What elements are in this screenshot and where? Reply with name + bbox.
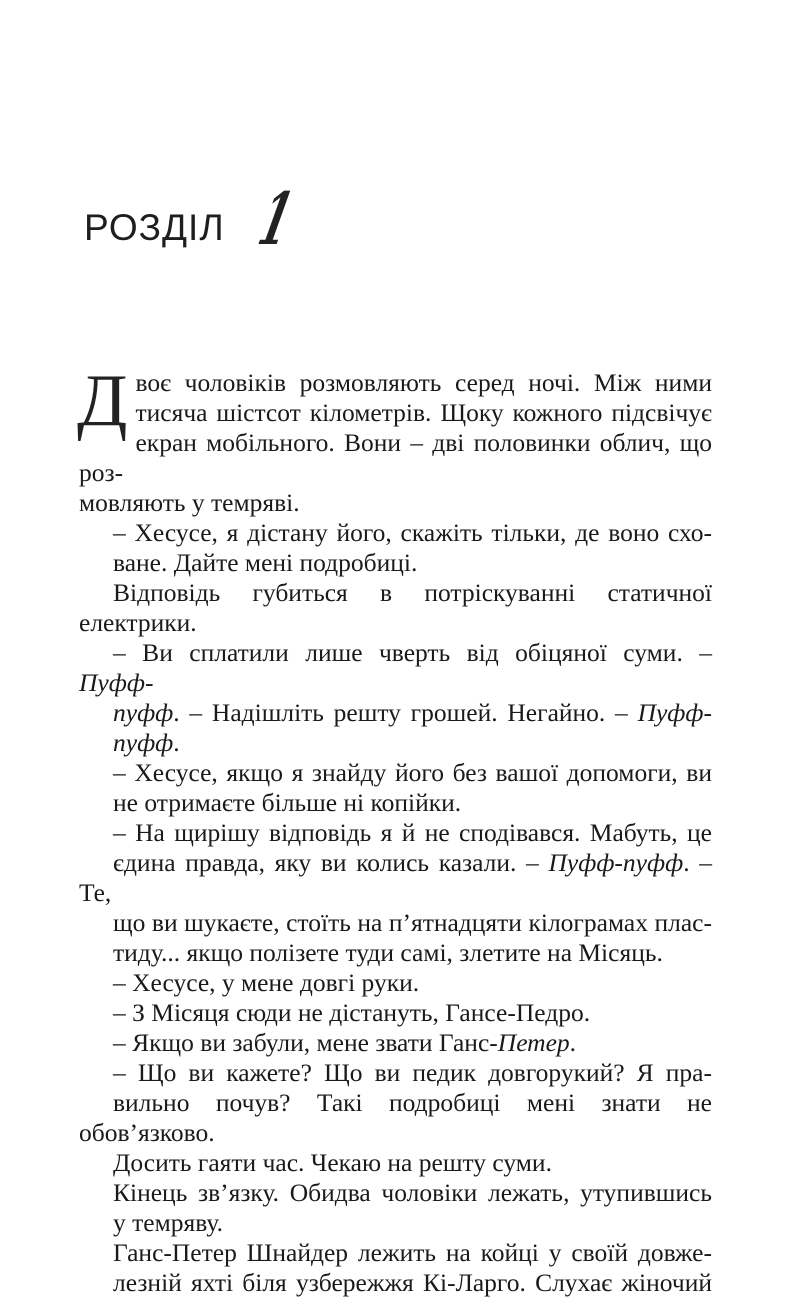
text-run: . – Надішліть решту грошей. Негайно. – — [173, 698, 638, 727]
drop-cap: Д — [77, 360, 128, 442]
text-line — [79, 728, 712, 758]
text-line: Кінець зв’язку. Обидва чоловіки лежать, утупившись — [113, 1178, 712, 1207]
paragraph-dialogue — [79, 1028, 712, 1058]
italic-run: Петер — [497, 1028, 570, 1057]
italic-run: Пуфф-пуфф — [548, 848, 684, 877]
text-line: мовляють у темряві. — [79, 488, 300, 517]
text-line: не отримаєте більше ні копійки. — [113, 788, 462, 817]
text-line: – Хесусе, я дістану його, скажіть тільки, де воно схо- — [113, 518, 712, 547]
italic-run: пуфф — [113, 728, 174, 757]
text-run: . – Те, — [79, 848, 712, 907]
paragraph-dialogue — [79, 818, 712, 968]
paragraph-dialogue — [79, 968, 712, 998]
chapter-text — [77, 360, 712, 1298]
paragraph-dialogue — [79, 758, 712, 818]
text-line: Ганс-Петер Шнайдер лежить на койці у своїй довже- — [113, 1238, 712, 1267]
italic-run: Пуфф- — [637, 698, 712, 727]
paragraph-dialogue — [79, 998, 712, 1028]
text-line: у темряву. — [113, 1208, 223, 1237]
text-line: ване. Дайте мені подробиці. — [113, 548, 418, 577]
text-line: що ви шукаєте, стоїть на п’ятнадцяти кілограмах плас- — [113, 908, 712, 937]
text-run: – Ви сплатили лише чверть від обіцяної суми. – — [113, 638, 712, 667]
text-line: – На щирішу відповідь я й не сподівався. Мабуть, це — [113, 818, 712, 847]
chapter-heading — [84, 176, 305, 261]
text-run: . — [569, 1028, 577, 1057]
paragraph-dialogue — [79, 638, 712, 758]
chapter-label: РОЗДІЛ — [84, 206, 225, 248]
text-line — [79, 698, 712, 728]
text-run: єдина правда, яку ви колись казали. – — [113, 848, 549, 877]
text-line: – З Місяця сюди не дістануть, Гансе-Педро. — [113, 998, 591, 1027]
paragraph-narration — [79, 1178, 712, 1238]
paragraph-narration — [79, 1238, 712, 1298]
text-line: – Хесусе, у мене довгі руки. — [113, 968, 420, 997]
text-line: – Що ви кажете? Що ви педик довгорукий? Я пра- — [113, 1058, 712, 1087]
text-line: лезній яхті біля узбережжя Кі-Ларго. Слухає жіночий — [113, 1268, 712, 1297]
paragraph-narration — [79, 578, 712, 638]
paragraph-dialogue — [79, 518, 712, 578]
text-line — [79, 638, 712, 698]
text-line: Досить гаяти час. Чекаю на решту суми. — [113, 1148, 552, 1177]
chapter-number: 1 — [251, 176, 301, 261]
paragraph-opening — [77, 360, 712, 518]
text-line: – Хесусе, якщо я знайду його без вашої допомоги, ви — [113, 758, 712, 787]
text-line: вильно почув? Такі подробиці мені знати не обов’язково. — [79, 1088, 712, 1147]
italic-run: Пуфф- — [79, 668, 154, 697]
text-run: – Якщо ви забули, мене звати Ганс- — [113, 1028, 498, 1057]
italic-run: пуфф — [113, 698, 174, 727]
text-line: воє чоловіків розмовляють серед ночі. Між ними — [135, 368, 712, 397]
text-line — [79, 848, 712, 908]
text-line — [79, 1028, 712, 1058]
paragraph-dialogue — [79, 1058, 712, 1178]
text-line: тиду... якщо полізете туди самі, злетите на Місяць. — [113, 938, 663, 967]
text-line: екран мобільного. Вони – дві половинки облич, що роз- — [79, 428, 712, 487]
text-line: Відповідь губиться в потріскуванні статичної електрики. — [79, 578, 712, 637]
text-line: тисяча шістсот кілометрів. Щоку кожного підсвічує — [135, 398, 712, 427]
text-run: . — [173, 728, 180, 757]
